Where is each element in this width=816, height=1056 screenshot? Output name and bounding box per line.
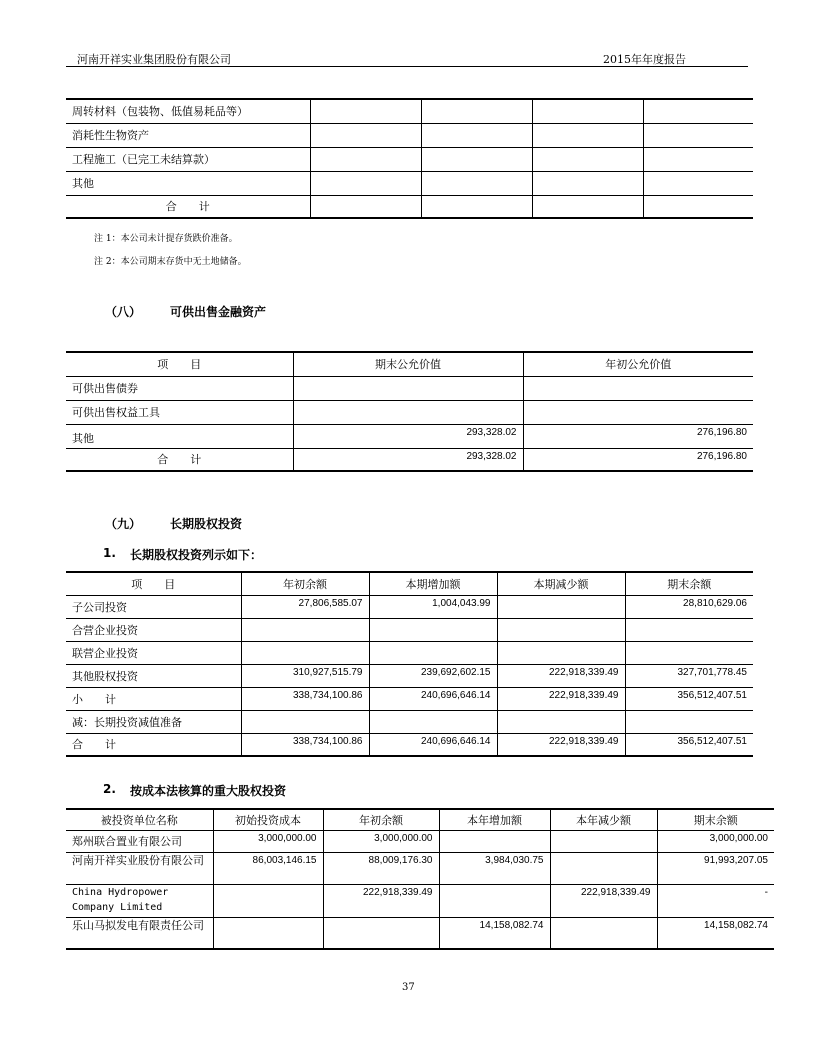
cell-value: 14,158,082.74 [657, 917, 774, 949]
cell-value: 327,701,778.45 [625, 664, 753, 687]
cell-value: 86,003,146.15 [213, 852, 323, 884]
cell-value: 222,918,339.49 [323, 884, 439, 917]
row-label: 小 计 [66, 687, 241, 710]
section-9-title: 长期股权投资 [170, 517, 243, 531]
row-label: China Hydropower Company Limited [66, 884, 213, 917]
cell-value [213, 917, 323, 949]
table-row [66, 147, 753, 171]
cell-value: 310,927,515.79 [241, 664, 369, 687]
col-header: 期末余额 [657, 809, 774, 830]
cell-value: 3,000,000.00 [657, 830, 774, 852]
cell-value [323, 917, 439, 949]
cell-value [369, 641, 497, 664]
table-row [66, 917, 774, 949]
table-row [66, 884, 774, 917]
note-2: 注 2：本公司期末存货中无土地储备。 [94, 257, 247, 267]
row-label: 其他股权投资 [66, 664, 241, 687]
cell-value: 222,918,339.49 [550, 884, 657, 917]
table-row [66, 710, 753, 733]
subsection-1-number: 1. [103, 546, 116, 560]
table-row [66, 424, 753, 448]
cell-value: 356,512,407.51 [625, 733, 753, 756]
section-8-title: 可供出售金融资产 [170, 305, 267, 319]
cost-method-investment-table [66, 808, 774, 950]
col-header: 期末余额 [625, 572, 753, 595]
cell-value [241, 641, 369, 664]
row-label: 减：长期投资减值准备 [66, 710, 241, 733]
cell-value [497, 595, 625, 618]
col-header: 项 目 [66, 352, 293, 376]
cell-value [293, 376, 523, 400]
section-9-number: （九） [105, 517, 142, 531]
cell-value: 356,512,407.51 [625, 687, 753, 710]
row-label: 子公司投资 [66, 595, 241, 618]
subsection-2-title: 按成本法核算的重大股权投资 [130, 784, 287, 798]
cell-value: 293,328.02 [293, 424, 523, 448]
table-row [66, 171, 753, 195]
col-header: 项 目 [66, 572, 241, 595]
section-8-number: （八） [105, 305, 142, 319]
cell-value [439, 884, 550, 917]
header-company: 河南开祥实业集团股份有限公司 [77, 53, 231, 66]
table-row [66, 641, 753, 664]
row-label: 郑州联合置业有限公司 [66, 830, 213, 852]
row-label: 消耗性生物资产 [66, 123, 310, 147]
table-row [66, 123, 753, 147]
table-header-row [66, 572, 753, 595]
row-label: 可供出售债券 [66, 376, 293, 400]
row-label: 乐山马拟发电有限责任公司 [66, 917, 213, 949]
table-row [66, 687, 753, 710]
total-label: 合 计 [66, 448, 293, 471]
cell-value: 88,009,176.30 [323, 852, 439, 884]
cell-value [625, 710, 753, 733]
total-label: 合 计 [66, 195, 310, 218]
cell-value: 338,734,100.86 [241, 733, 369, 756]
row-label: 联营企业投资 [66, 641, 241, 664]
subsection-2-number: 2. [103, 782, 116, 796]
col-header: 年初余额 [241, 572, 369, 595]
table-row [66, 400, 753, 424]
header-report-title: 2015年年度报告 [603, 53, 686, 66]
cell-value: 240,696,646.14 [369, 687, 497, 710]
cell-value [497, 618, 625, 641]
table-row [66, 448, 753, 471]
table-header-row [66, 809, 774, 830]
page-number: 37 [402, 982, 415, 993]
cell-value [523, 400, 753, 424]
subsection-1-title: 长期股权投资列示如下： [130, 548, 263, 562]
cell-value: 222,918,339.49 [497, 687, 625, 710]
table-header-row [66, 352, 753, 376]
col-header: 年初余额 [323, 809, 439, 830]
note-1: 注 1：本公司未计提存货跌价准备。 [94, 234, 238, 244]
cell-value: 222,918,339.49 [497, 733, 625, 756]
cell-value [523, 376, 753, 400]
cell-value [625, 618, 753, 641]
col-header: 本年增加额 [439, 809, 550, 830]
cell-value: 3,984,030.75 [439, 852, 550, 884]
cell-value [550, 830, 657, 852]
cell-value: 338,734,100.86 [241, 687, 369, 710]
col-header: 本期减少额 [497, 572, 625, 595]
cell-value [550, 852, 657, 884]
col-header: 初始投资成本 [213, 809, 323, 830]
cell-value [241, 710, 369, 733]
table-row [66, 733, 753, 756]
row-label: 合 计 [66, 733, 241, 756]
cell-value [369, 710, 497, 733]
cell-value [213, 884, 323, 917]
cell-value: 27,806,585.07 [241, 595, 369, 618]
row-label: 其他 [66, 424, 293, 448]
cell-value: 91,993,207.05 [657, 852, 774, 884]
cell-value [293, 400, 523, 424]
col-header: 本期增加额 [369, 572, 497, 595]
cell-value: 3,000,000.00 [213, 830, 323, 852]
cell-value: 276,196.80 [523, 424, 753, 448]
row-label: 合营企业投资 [66, 618, 241, 641]
row-label: 可供出售权益工具 [66, 400, 293, 424]
col-header: 本年减少额 [550, 809, 657, 830]
cell-value: - [657, 884, 774, 917]
inventory-table [66, 98, 753, 219]
cell-value: 240,696,646.14 [369, 733, 497, 756]
cell-value [497, 710, 625, 733]
header-rule [66, 66, 748, 67]
col-header: 年初公允价值 [523, 352, 753, 376]
table-row [66, 99, 753, 123]
table-row [66, 664, 753, 687]
cell-value: 1,004,043.99 [369, 595, 497, 618]
cell-value [550, 917, 657, 949]
table-row [66, 376, 753, 400]
row-label: 周转材料（包装物、低值易耗品等） [66, 99, 310, 123]
table-row [66, 595, 753, 618]
col-header: 期末公允价值 [293, 352, 523, 376]
cell-value: 276,196.80 [523, 448, 753, 471]
cell-value: 28,810,629.06 [625, 595, 753, 618]
row-label: 河南开祥实业股份有限公司 [66, 852, 213, 884]
table-row [66, 852, 774, 884]
table-row [66, 195, 753, 218]
col-header: 被投资单位名称 [66, 809, 213, 830]
row-label: 其他 [66, 171, 310, 195]
cell-value [439, 830, 550, 852]
cell-value: 293,328.02 [293, 448, 523, 471]
cell-value [497, 641, 625, 664]
cell-value [625, 641, 753, 664]
afs-table [66, 351, 753, 472]
cell-value: 3,000,000.00 [323, 830, 439, 852]
cell-value: 14,158,082.74 [439, 917, 550, 949]
row-label: 工程施工（已完工未结算款） [66, 147, 310, 171]
long-term-investment-table [66, 571, 753, 757]
table-row [66, 618, 753, 641]
cell-value: 239,692,602.15 [369, 664, 497, 687]
cell-value [241, 618, 369, 641]
table-row [66, 830, 774, 852]
cell-value: 222,918,339.49 [497, 664, 625, 687]
cell-value [369, 618, 497, 641]
